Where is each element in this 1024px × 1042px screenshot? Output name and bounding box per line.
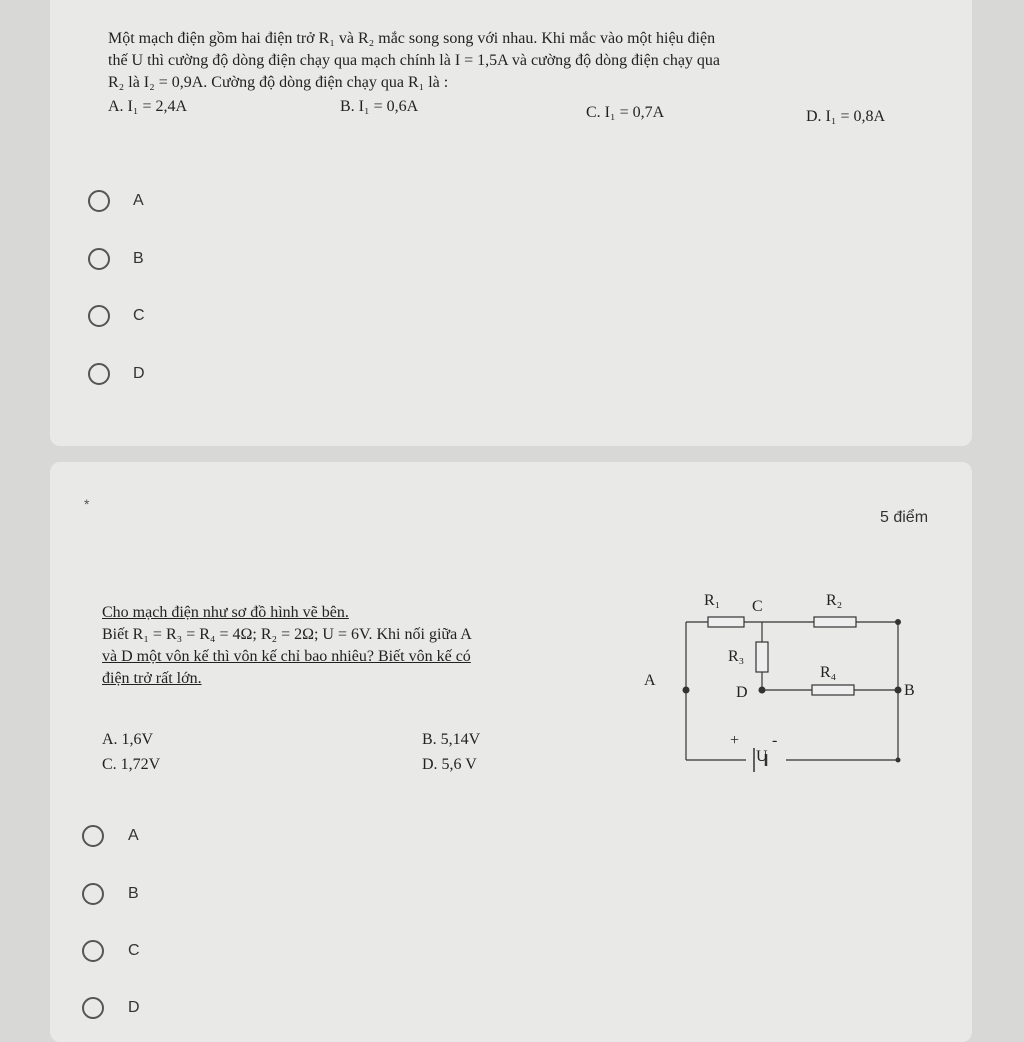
choice-label: D (133, 365, 145, 382)
minus-label: - (772, 732, 778, 749)
question-2-line-2: Biết R₁ = R₃ = R₄ = 4Ω; R₂ = 2Ω; U = 6V. Khi nối giữa A (102, 626, 472, 643)
q2-choice-d[interactable] (88, 997, 288, 1027)
question-1-line-1: Một mạch điện gồm hai điện trở R₁ và R₂ mắc song song với nhau. Khi mắc vào một hiệu điện (108, 30, 716, 47)
r1-symbol (708, 617, 744, 627)
r3-label: R₃ (728, 648, 745, 665)
q1-option-d-text: D. I₁ = 0,8A (806, 108, 886, 125)
q1-option-a-text: A. I₁ = 2,4A (108, 98, 188, 115)
radio-button[interactable] (82, 883, 104, 905)
question-2-line-4: điện trở rất lớn. (102, 670, 202, 687)
node-d-dot (759, 687, 766, 694)
q1-choice-a[interactable] (88, 190, 288, 220)
q1-option-c-text: C. I₁ = 0,7A (586, 104, 665, 121)
q2-option-b-text: B. 5,14V (422, 731, 481, 748)
choice-label: D (128, 999, 140, 1016)
source-u-label: U (756, 748, 768, 765)
choice-label: A (133, 192, 144, 209)
r3-symbol (756, 642, 768, 672)
q1-choice-b[interactable] (88, 248, 288, 278)
question-1-line-2: thế U thì cường độ dòng điện chạy qua mạch chính là I = 1,5A và cường độ dòng điện chạy qua (108, 52, 721, 69)
node-d-label: D (736, 684, 748, 701)
radio-button[interactable] (82, 997, 104, 1019)
radio-button[interactable] (88, 190, 110, 212)
radio-button[interactable] (82, 940, 104, 962)
node-b-label: B (904, 682, 915, 699)
circuit-wires (636, 580, 936, 780)
node-dot (895, 619, 901, 625)
choice-label: A (128, 827, 139, 844)
r2-symbol (814, 617, 856, 627)
required-asterisk: * (84, 496, 90, 512)
choice-label: C (128, 942, 140, 959)
q2-option-d-text: D. 5,6 V (422, 756, 477, 773)
points-label: 5 điểm (880, 509, 929, 526)
q2-option-a-text: A. 1,6V (102, 731, 154, 748)
choice-label: B (128, 885, 139, 902)
choice-label: C (133, 307, 145, 324)
q1-choice-d[interactable] (88, 363, 288, 393)
node-dot (896, 758, 901, 763)
question-2-line-3: và D một vôn kế thì vôn kế chỉ bao nhiêu? Biết vôn kế có (102, 648, 471, 665)
radio-button[interactable] (88, 363, 110, 385)
circuit-diagram (636, 580, 936, 780)
radio-button[interactable] (88, 248, 110, 270)
q2-choice-a[interactable] (88, 825, 288, 855)
q1-choice-c[interactable] (88, 305, 288, 335)
node-b-dot (895, 687, 902, 694)
q1-option-b-text: B. I₁ = 0,6A (340, 98, 419, 115)
question-1-line-3: R₂ là I₂ = 0,9A. Cường độ dòng điện chạy qua R₁ là : (108, 74, 449, 91)
question-1-stem (108, 28, 918, 94)
r4-label: R₄ (820, 664, 837, 681)
r2-label: R₂ (826, 592, 843, 609)
node-c-label: C (752, 598, 763, 615)
r4-symbol (812, 685, 854, 695)
r1-label: R₁ (704, 592, 721, 609)
q2-option-c-text: C. 1,72V (102, 756, 161, 773)
q2-choice-b[interactable] (88, 883, 288, 913)
q2-choice-c[interactable] (88, 940, 288, 970)
question-2-stem (102, 602, 642, 690)
question-2-line-1: Cho mạch điện như sơ đồ hình vẽ bên. (102, 604, 349, 621)
plus-label: + (730, 732, 740, 749)
choice-label: B (133, 250, 144, 267)
node-a-dot (683, 687, 690, 694)
radio-button[interactable] (82, 825, 104, 847)
node-a-label: A (644, 672, 656, 689)
radio-button[interactable] (88, 305, 110, 327)
